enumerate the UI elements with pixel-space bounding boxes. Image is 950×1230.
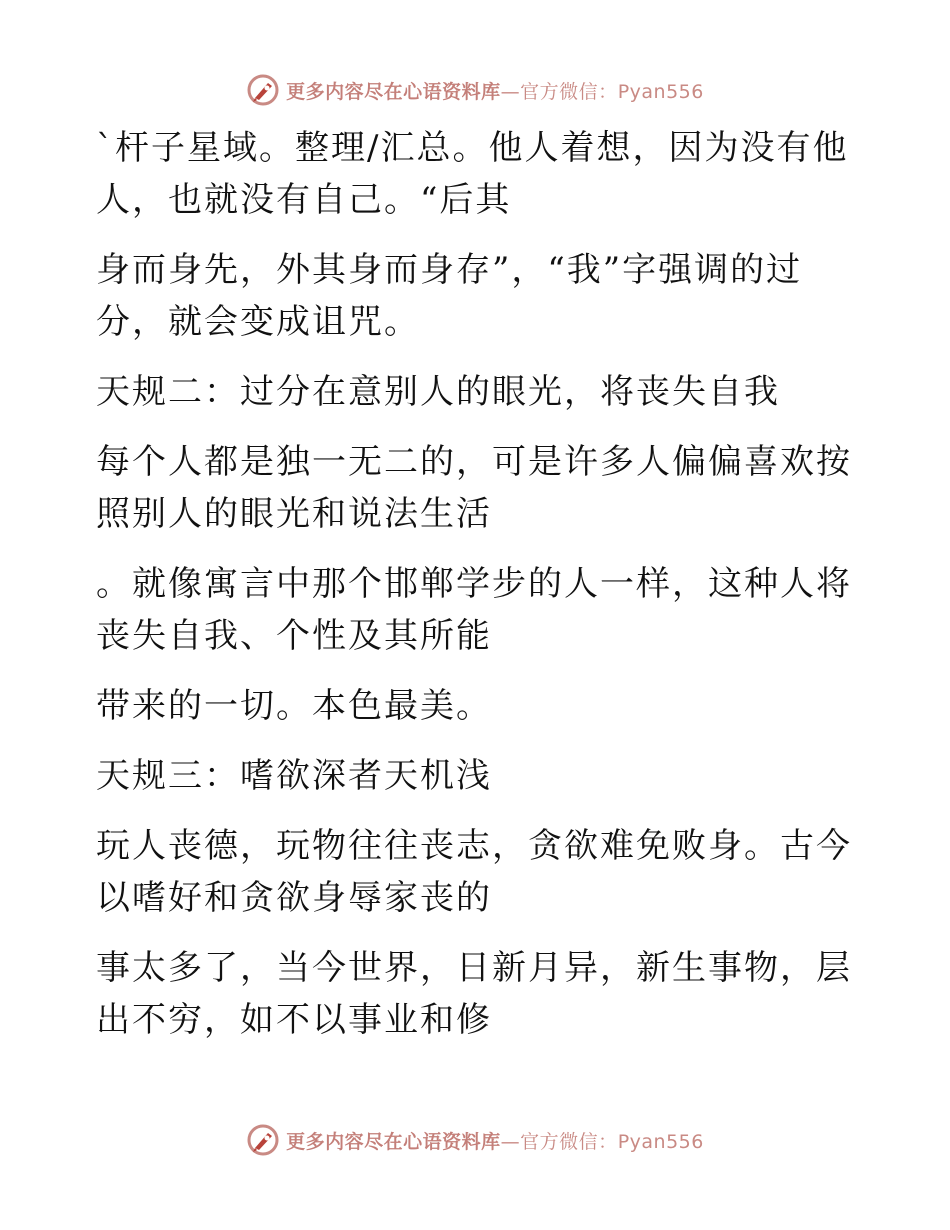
- text-line: 以嗜好和贪欲身辱家丧的: [96, 878, 492, 918]
- text-line: 。就像寓言中那个邯郸学步的人一样，这种人将: [96, 564, 852, 604]
- watermark-contact-id: Pyan556: [617, 80, 704, 103]
- paragraph: [96, 820, 852, 924]
- text-line: 人，也就没有自己。“后其: [96, 180, 512, 220]
- watermark-separator: —: [500, 80, 521, 103]
- text-line: 天规二：过分在意别人的眼光，将丧失自我: [96, 372, 780, 412]
- text-line: 天规三：嗜欲深者天机浅: [96, 756, 492, 796]
- paragraph: [96, 122, 849, 226]
- watermark-text: [286, 1127, 704, 1154]
- paragraph: [96, 436, 852, 540]
- text-line: `杆子星域。整理/汇总。他人着想，因为没有他: [96, 128, 849, 168]
- text-line: 出不穷，如不以事业和修: [96, 1000, 492, 1040]
- paragraph: [96, 942, 852, 1046]
- document-body: [96, 122, 852, 1064]
- footer-watermark: [0, 1120, 950, 1160]
- pen-quill-logo-icon: [246, 1123, 280, 1157]
- watermark-text: [286, 77, 704, 104]
- text-line: 每个人都是独一无二的，可是许多人偏偏喜欢按: [96, 442, 852, 482]
- watermark-brand: 更多内容尽在心语资料库: [286, 1130, 501, 1153]
- paragraph: [96, 244, 836, 348]
- paragraph: [96, 680, 836, 732]
- text-line: 分，就会变成诅咒。: [96, 302, 420, 342]
- text-line: 带来的一切。本色最美。: [96, 686, 492, 726]
- text-line: 玩人丧德，玩物往往丧志，贪欲难免败身。古今: [96, 826, 852, 866]
- watermark-contact-label: 官方微信：: [520, 1130, 618, 1153]
- header-watermark: [0, 70, 950, 110]
- text-line: 事太多了，当今世界，日新月异，新生事物，层: [96, 948, 852, 988]
- watermark-separator: —: [500, 1130, 521, 1153]
- paragraph: [96, 558, 852, 662]
- watermark-contact-id: Pyan556: [617, 1130, 704, 1153]
- text-line: 丧失自我、个性及其所能: [96, 616, 492, 656]
- text-line: 照别人的眼光和说法生活: [96, 494, 492, 534]
- text-line: 身而身先，外其身而身存”，“我”字强调的过: [96, 250, 803, 290]
- section-heading: [96, 366, 836, 418]
- pen-quill-logo-icon: [246, 73, 280, 107]
- section-heading: [96, 750, 836, 802]
- watermark-brand: 更多内容尽在心语资料库: [286, 80, 501, 103]
- watermark-contact-label: 官方微信：: [520, 80, 618, 103]
